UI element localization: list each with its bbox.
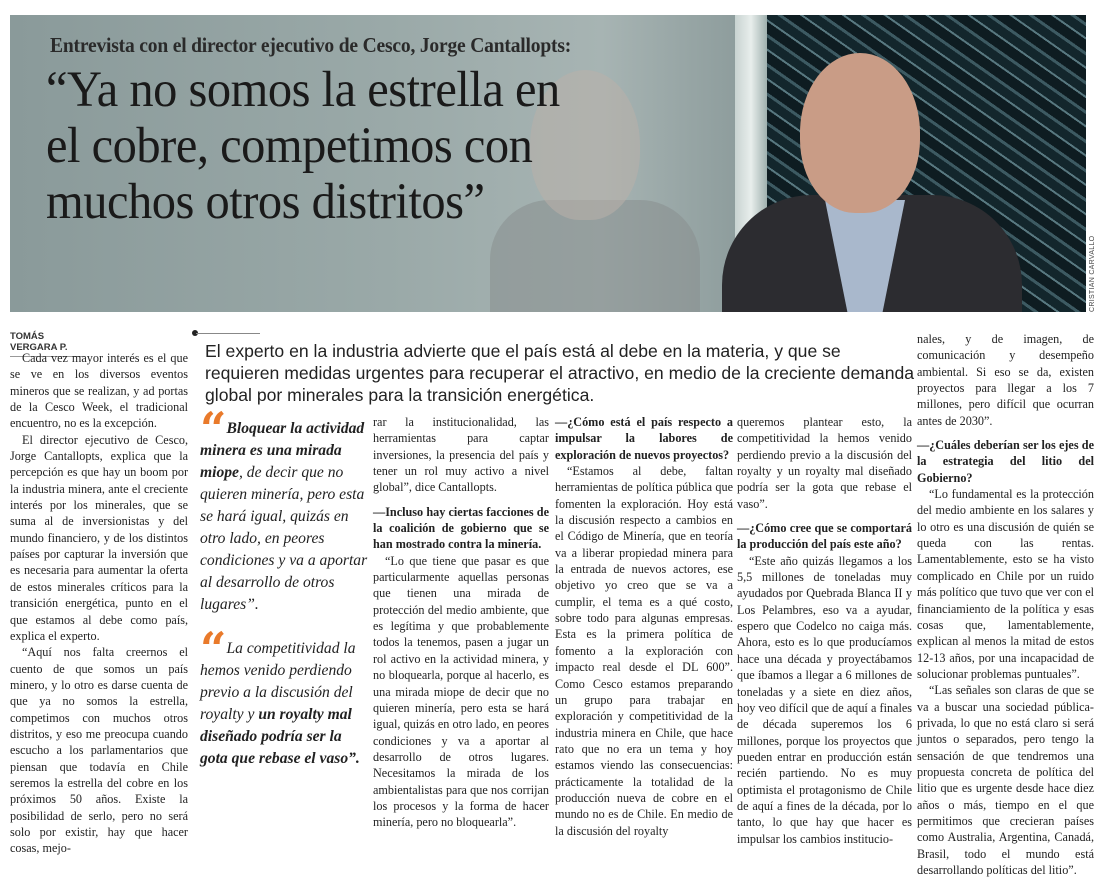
paragraph: El director ejecutivo de Cesco, Jorge Cantallopts, explica que la percepción es que hay un boom por la industria minera, ante el creciente interés por los minerales, que se suma al de inversionistas y del mundo financiero, y de los distintos países por capturar la inversión que es necesaria para aumentar la oferta de estos minerales críticos para la transición energética, punto en el que estamos al debe como país, explica el experto. — [10, 432, 188, 643]
paragraph: “Estamos al debe, faltan herramientas de política pública que fomenten la exploración. Hoy está la discusión respecto a cambios en el Código de Minería, que en teoría va a liberar propiedad minera para la entrada de nuevos actores, ese objetivo yo creo que se va a cumplir, el tema es a qué costo, sobre todo para algunas empresas. Esta es la primera política de fomento a la exploración con impacto real desde el DL 600”. Como Cesco estamos preparando un grupo para trabajar en exploración y competitividad de la industria minera en Chile, que hace rato que no era un tema y hoy estamos viendo las consecuencias: prácticamente la totalidad de la producción nueva de cobre en el mundo no es de Chile. En medio de la discusión del royalty — [555, 464, 733, 838]
pull-quote — [200, 402, 368, 616]
portrait-head — [800, 53, 920, 213]
interview-question: —¿Cómo está el país respecto a impulsar la labores de exploración de nuevos proyectos? — [555, 415, 733, 462]
interview-question: —¿Cuáles deberían ser los ejes de la estrategia del litio del Gobierno? — [917, 438, 1094, 485]
paragraph: “Lo fundamental es la protección del medio ambiente en los salares y lo otro es una discusión de quién se queda con las rentas. Lamentablemente, esto se ha visto complicado en Chile por un ruido más político que tuvo que ver con el financiamiento de la política y esas cosas que, lamentablemente, explican al menos la mitad de estos 12-13 años, por una incapacidad de solucionar problemas puntuales”. — [917, 487, 1095, 681]
quote-mark-icon: “ — [200, 622, 223, 676]
column-1 — [10, 350, 188, 857]
pull-quote-emphasis: un royalty mal diseñado podría ser la gota que rebase el vaso”. — [200, 706, 360, 767]
kicker: Entrevista con el director ejecutivo de Cesco, Jorge Cantallopts: — [50, 33, 572, 57]
column-6 — [917, 331, 1094, 878]
photo-credit: CRISTIAN CARVALLO — [1089, 235, 1096, 312]
lead-paragraph: El experto en la industria advierte que el país está al debe en la materia, y que se requieren medidas urgentes para recuperar el atractivo, en medio de la creciente demanda global por minerales para la transición energética. — [205, 341, 915, 405]
paragraph: nales, y de imagen, de comunicación y desempeño ambiental. Si eso se da, existen proyectos para llegar a los 7 millones, pero difícil que ocurran antes de 2030”. — [917, 332, 1094, 428]
paragraph: “Aquí nos falta creernos el cuento de que somos un país minero, y lo otro es darse cuenta de que ya no somos la estrella, competimos con muchos otros distritos, y eso me preocupa cuando escucho a los parlamentarios que piensan que todavía en Chile seremos la estrella del cobre en los próximos 50 años. Existe la posibilidad de serlo, pero no será solo por existir, hay que hacer cosas, mejo- — [10, 645, 188, 856]
interview-question: —Incluso hay ciertas facciones de la coalición de gobierno que se han mostrado contra la minería. — [373, 504, 549, 552]
headline: “Ya no somos la estrella en el cobre, competimos con muchos otros distritos” — [46, 62, 560, 230]
pull-quotes — [200, 402, 368, 792]
paragraph: “Este año quizás llegamos a los 5,5 millones de toneladas muy ayudados por Quebrada Blanca II y Los Pelambres, eso va a ayudar, espero que Codelco no caiga más. Ahora, esto es lo que producíamos hace una década y proyectábamos que íbamos a llegar a 6 millones de toneladas y a siete en diez años, hoy veo difícil que de aquí a finales de década superemos los 6 millones, porque los proyectos que pueden entrar en producción están recién partiendo. No es muy optimista el protagonismo de Chile de aquí a fines de la década, por lo tanto, lo que hay que hacer es impulsar los cambios institucio- — [737, 553, 912, 846]
pull-quote-text: La competitividad la hemos venido perdiendo previo a la discusión del royalty y — [200, 640, 356, 723]
column-5 — [737, 414, 912, 847]
pull-quote-text: , de decir que no quieren minería, pero esta se hará igual, quizás en otro lado, en peores condiciones y va a aportar al desarrollo de otros lugares”. — [200, 464, 368, 613]
byline: TOMÁS VERGARA P. — [10, 331, 85, 357]
quote-mark-icon: “ — [200, 402, 223, 456]
pull-quote — [200, 622, 368, 770]
paragraph: rar la institucionalidad, las herramientas para captar inversiones, la presencia del país y tener un rol muy activo a nivel global”, dice Cantallopts. — [373, 415, 549, 495]
column-3 — [373, 414, 549, 831]
divider — [196, 333, 260, 334]
column-4 — [555, 414, 733, 839]
interview-question: —¿Cómo cree que se comportará la producción del país este año? — [737, 521, 912, 552]
pull-quote-emphasis: Bloquear la actividad minera es una mirada miope — [200, 420, 365, 481]
paragraph: Cada vez mayor interés es el que se ve en los diversos eventos mineros que se realizan, y ad portas de la Cesco Week, el tradicional encuentro, no es la excepción. — [10, 351, 188, 431]
paragraph: “Lo que tiene que pasar es que particularmente aquellas personas que tienen una mirada de protección del medio ambiente, que es legítima y que probablemente todos la tenemos, pasen a jugar un rol activo en la actividad minera, y no bloquearla, porque al hacerlo, es una mirada miope de decir que no quieren minería, pero esta se hará igual, quizás en otro lado, en peores condiciones y va a aportar al desarrollo de otros lugares. Necesitamos la mirada de los ambientalistas para que nos corrijan los procesos y la forma de hacer minería, pero no bloquearla”. — [373, 553, 549, 830]
paragraph: queremos plantear esto, la competitividad la hemos venido perdiendo previo a la discusión del royalty y un royalty mal diseñado podría ser la gota que rebase el vaso”. — [737, 415, 912, 511]
paragraph: “Las señales son claras de que se va a buscar una sociedad pública-privada, lo que no está claro si será juntos o separados, pero tengo la sensación de que tendremos una propuesta concreta de política del litio que es urgente desde hace diez años o más, tiempo en el que permitimos que crecieran países como Australia, Argentina, Canadá, Brasil, todo el mundo está desarrollando políticas del litio”. — [917, 683, 1094, 877]
